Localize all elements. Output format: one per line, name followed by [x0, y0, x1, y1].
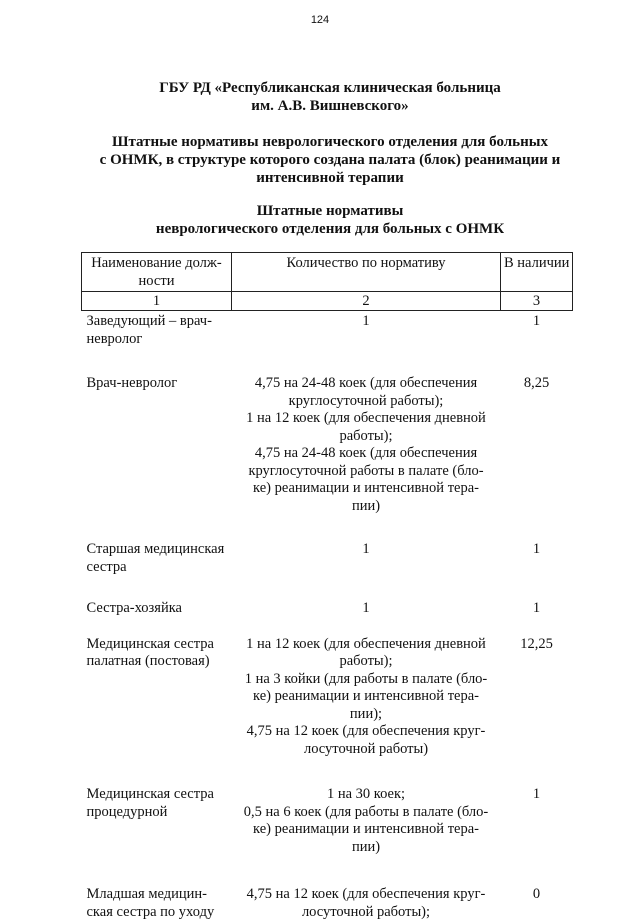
institution-title	[80, 79, 580, 115]
norm-quantity-text: работы);	[234, 428, 499, 446]
norm-quantity-cell	[232, 541, 501, 600]
norm-quantity-text: круглосуточной работы);	[234, 393, 499, 411]
norm-quantity-text: 4,75 на 24-48 коек (для обеспечения	[234, 445, 499, 463]
norm-quantity-cell	[232, 636, 501, 787]
norm-quantity-cell	[232, 375, 501, 541]
norm-quantity-text: лосуточной работы)	[234, 741, 499, 759]
norm-quantity-cell	[232, 311, 501, 376]
column-number: 3	[501, 292, 573, 311]
header-text: Наименование долж-	[84, 255, 229, 273]
position-name-text: Младшая медицин-	[87, 886, 230, 904]
norm-quantity-text: 1 на 12 коек (для обеспечения дневной	[234, 636, 499, 654]
norm-quantity-text: работы);	[234, 653, 499, 671]
position-name-text: Медицинская сестра	[87, 636, 230, 654]
position-name-cell	[82, 311, 232, 376]
table-row	[82, 636, 573, 787]
norm-quantity-text: ке) реанимации и интенсивной тера-	[234, 480, 499, 498]
column-number: 2	[232, 292, 501, 311]
norm-quantity-text: 1	[234, 313, 499, 331]
document-heading-line: с ОНМК, в структуре которого создана палата (блок) реанимации и	[80, 151, 580, 169]
table-heading-line: Штатные нормативы	[80, 202, 580, 220]
position-name-text: ская сестра по уходу	[87, 904, 230, 921]
available-cell: 1	[501, 311, 573, 376]
available-cell: 12,25	[501, 636, 573, 787]
available-cell: 1	[501, 786, 573, 886]
table-row	[82, 600, 573, 636]
table-body	[82, 311, 573, 921]
norm-quantity-text: 1 на 3 койки (для работы в палате (бло-	[234, 671, 499, 689]
header-text: ности	[84, 273, 229, 291]
table-row	[82, 541, 573, 600]
position-name-cell	[82, 886, 232, 921]
norm-quantity-text: ке) реанимации и интенсивной тера-	[234, 688, 499, 706]
table-header-row	[82, 253, 573, 292]
norm-quantity-text: пии);	[234, 706, 499, 724]
available-cell: 8,25	[501, 375, 573, 541]
page-number: 124	[0, 14, 640, 26]
norm-quantity-text: 1 на 30 коек;	[234, 786, 499, 804]
norm-quantity-text: 4,75 на 12 коек (для обеспечения круг-	[234, 723, 499, 741]
position-name-text: Заведующий – врач-	[87, 313, 230, 331]
position-name-cell	[82, 786, 232, 886]
norm-quantity-text: 0,5 на 6 коек (для работы в палате (бло-	[234, 804, 499, 822]
position-name-text: невролог	[87, 331, 230, 349]
norm-quantity-text: 1	[234, 541, 499, 559]
table-heading-line: неврологического отделения для больных с ОНМК	[80, 220, 580, 238]
position-name-text: Старшая медицинская	[87, 541, 230, 559]
table-heading	[80, 202, 580, 238]
norm-quantity-cell	[232, 886, 501, 921]
position-name-text: Медицинская сестра	[87, 786, 230, 804]
position-name-cell	[82, 600, 232, 636]
norm-quantity-text: пии)	[234, 839, 499, 857]
column-number-row	[82, 292, 573, 311]
document-heading-line: интенсивной терапии	[80, 169, 580, 187]
column-number: 1	[82, 292, 232, 311]
norm-quantity-text: 4,75 на 12 коек (для обеспечения круг-	[234, 886, 499, 904]
institution-title-line: им. А.В. Вишневского»	[80, 97, 580, 115]
norm-quantity-text: лосуточной работы);	[234, 904, 499, 921]
position-name-text: Сестра-хозяйка	[87, 600, 230, 618]
table-row	[82, 886, 573, 921]
header-norm-quantity: Количество по нормативу	[232, 253, 501, 292]
position-name-cell	[82, 636, 232, 787]
norm-quantity-text: 1 на 12 коек (для обеспечения дневной	[234, 410, 499, 428]
position-name-text: палатная (постовая)	[87, 653, 230, 671]
norm-quantity-text: круглосуточной работы в палате (бло-	[234, 463, 499, 481]
norm-quantity-cell	[232, 786, 501, 886]
norm-quantity-text: ке) реанимации и интенсивной тера-	[234, 821, 499, 839]
header-position-name	[82, 253, 232, 292]
position-name-cell	[82, 541, 232, 600]
table-row	[82, 786, 573, 886]
norm-quantity-text: 1	[234, 600, 499, 618]
available-cell: 1	[501, 600, 573, 636]
available-cell: 0	[501, 886, 573, 921]
position-name-text: процедурной	[87, 804, 230, 822]
institution-title-line: ГБУ РД «Республиканская клиническая больница	[80, 79, 580, 97]
staffing-table	[81, 252, 573, 921]
position-name-text: сестра	[87, 559, 230, 577]
norm-quantity-cell	[232, 600, 501, 636]
document-heading-line: Штатные нормативы неврологического отделения для больных	[80, 133, 580, 151]
available-cell: 1	[501, 541, 573, 600]
document-heading	[80, 133, 580, 187]
header-available: В наличии	[501, 253, 573, 292]
position-name-cell	[82, 375, 232, 541]
norm-quantity-text: пии)	[234, 498, 499, 516]
position-name-text: Врач-невролог	[87, 375, 230, 393]
norm-quantity-text: 4,75 на 24-48 коек (для обеспечения	[234, 375, 499, 393]
table-row	[82, 375, 573, 541]
table-row	[82, 311, 573, 376]
